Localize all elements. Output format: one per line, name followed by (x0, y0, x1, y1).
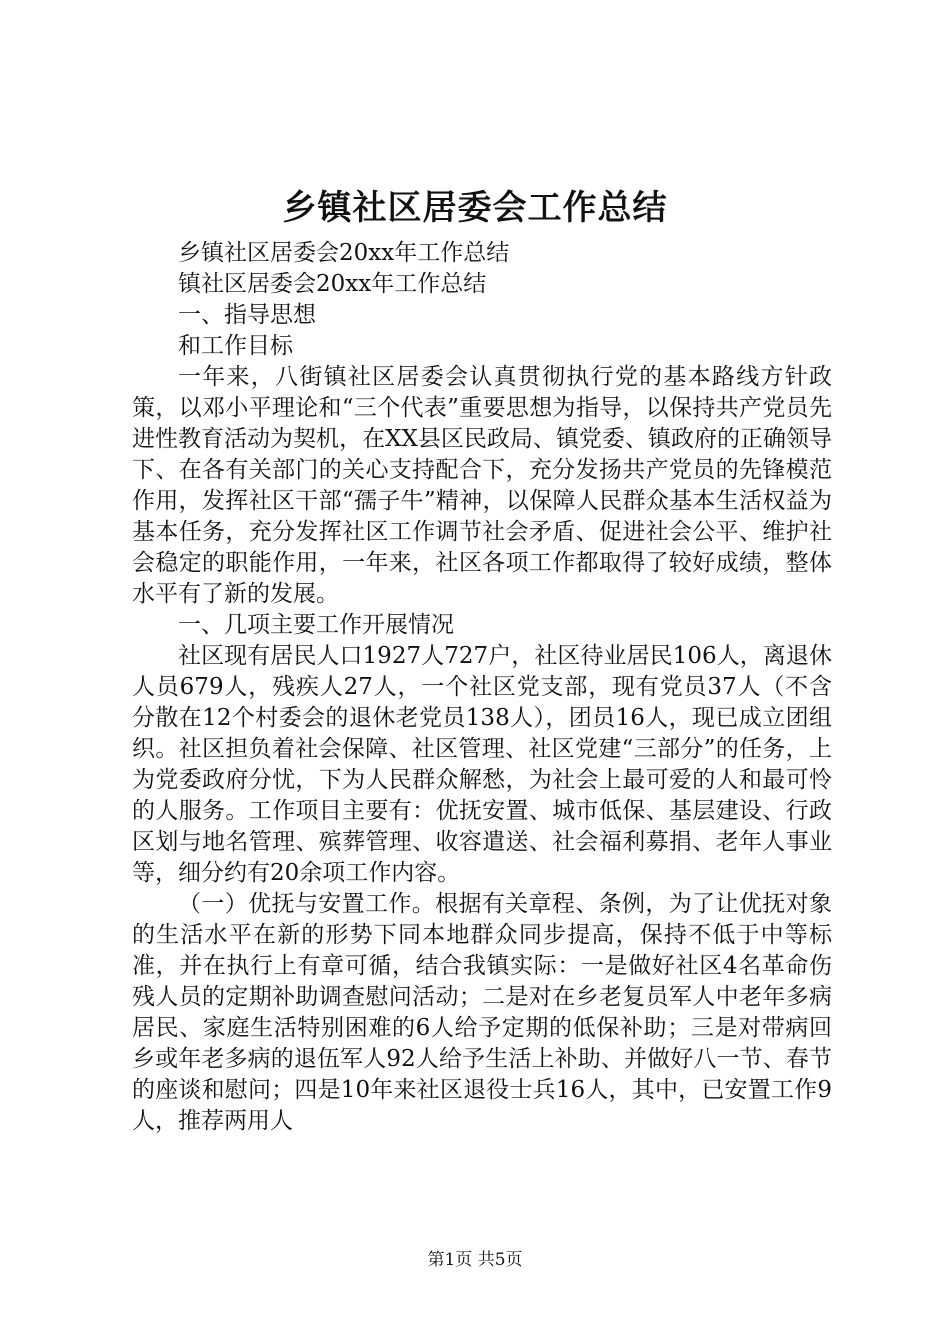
section-heading: 一、几项主要工作开展情况 (178, 612, 454, 638)
subtitle-line: 乡镇社区居委会20xx年工作总结 (178, 240, 510, 266)
body-paragraph: （一）优抚与安置工作。根据有关章程、条例，为了让优抚对象的生活水平在新的形势下同本地群众同步提高，保持不低于中等标准，并在执行上有章可循，结合我镇实际：一是做好社区4名革命伤残人员的定期补助调查慰问活动；二是对在乡老复员军人中老年多病居民、家庭生活特别困难的6人给予定期的低保补助；三是对带病回乡或年老多病的退伍军人92人给予生活上补助、并做好八一节、春节的座谈和慰问；四是10年来社区退役士兵16人，其中，已安置工作9人，推荐两用人 (132, 891, 832, 1134)
document-title: 乡镇社区居委会工作总结 (282, 188, 668, 228)
body-paragraph: 社区现有居民人口1927人727户，社区待业居民106人，离退休人员679人，残疾人27人，一个社区党支部，现有党员37人（不含分散在12个村委会的退休老党员138人），团员16人，现已成立团组织。社区担负着社会保障、社区管理、社区党建“三部分”的任务，上为党委政府分忧，下为人民群众解愁，为社会上最可爱的人和最可怜的人服务。工作项目主要有：优抚安置、城市低保、基层建设、行政区划与地名管理、殡葬管理、收容遣送、社会福利募捐、老年人事业等，细分约有20余项工作内容。 (132, 643, 832, 886)
section-heading: 和工作目标 (178, 333, 293, 359)
document-body (132, 238, 832, 1137)
section-heading: 一、指导思想 (178, 302, 316, 328)
body-paragraph: 一年来，八街镇社区居委会认真贯彻执行党的基本路线方针政策，以邓小平理论和“三个代表”重要思想为指导，以保持共产党员先进性教育活动为契机，在XX县区民政局、镇党委、镇政府的正确领导下、在各有关部门的关心支持配合下，充分发扬共产党员的先锋模范作用，发挥社区干部“孺子牛”精神，以保障人民群众基本生活权益为基本任务，充分发挥社区工作调节社会矛盾、促进社会公平、维护社会稳定的职能作用，一年来，社区各项工作都取得了较好成绩，整体水平有了新的发展。 (132, 364, 832, 607)
page-number-footer: 第1页 共5页 (427, 1250, 523, 1270)
subtitle-line: 镇社区居委会20xx年工作总结 (178, 271, 487, 297)
